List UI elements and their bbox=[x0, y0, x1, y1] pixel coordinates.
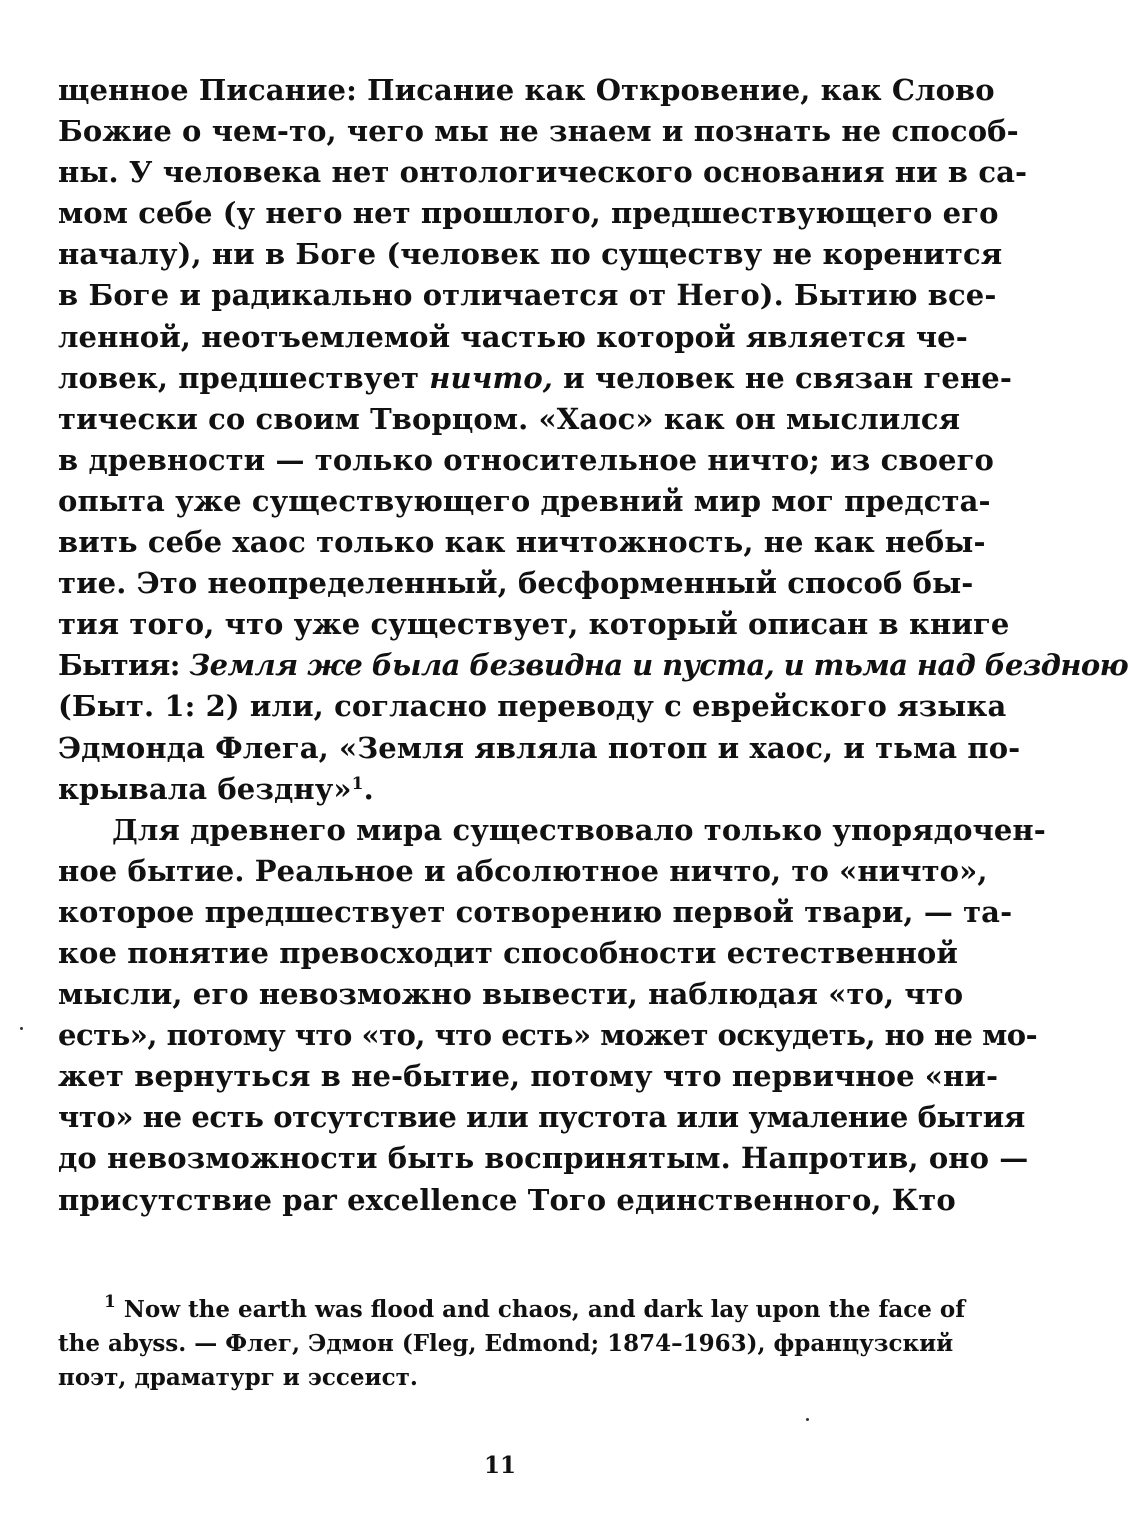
text-line: присутствие par excellence Того единственного, Кто bbox=[58, 1182, 956, 1217]
page-number: 11 bbox=[483, 1452, 516, 1479]
scan-speck bbox=[806, 1418, 809, 1421]
footnote-line: the abyss. — Флег, Эдмон (Fleg, Edmond; 1874–1963), французский bbox=[58, 1330, 954, 1357]
main-text bbox=[58, 70, 1128, 1221]
text-line bbox=[58, 645, 1128, 686]
footnote-text: Now the earth was flood and chaos, and dark lay upon the face of bbox=[123, 1296, 966, 1323]
text-line: что» не есть отсутствие или пустота или умаление бытия bbox=[58, 1100, 1025, 1135]
text-line: в Боге и радикально отличается от Него). Бытию все- bbox=[58, 278, 997, 313]
text-segment: крывала бездну» bbox=[58, 771, 352, 806]
text-line: жет вернуться в не-бытие, потому что первичное «ни- bbox=[58, 1059, 999, 1094]
footnote bbox=[58, 1292, 966, 1395]
text-line: мысли, его невозможно вывести, наблюдая «то, что bbox=[58, 977, 964, 1012]
text-line: щенное Писание: Писание как Откровение, как Слово bbox=[58, 73, 995, 107]
text-segment: и человек не связан гене- bbox=[552, 360, 1012, 395]
text-line: Эдмонда Флега, «Земля являла потоп и хаос, и тьма по- bbox=[58, 730, 1021, 765]
text-line: Божие о чем-то, чего мы не знаем и познать не способ- bbox=[58, 114, 1019, 149]
text-line: ное бытие. Реальное и абсолютное ничто, то «ничто», bbox=[58, 853, 988, 888]
text-line: ны. У человека нет онтологического основания ни в са- bbox=[58, 155, 1028, 190]
text-segment: . bbox=[363, 771, 374, 806]
text-line bbox=[58, 769, 948, 810]
text-line: тически со своим Творцом. «Хаос» как он мыслился bbox=[58, 401, 961, 436]
footnote-line: поэт, драматург и эссеист. bbox=[58, 1364, 418, 1391]
text-line: в древности — только относительное ничто; из своего bbox=[58, 442, 994, 477]
text-line bbox=[58, 358, 1012, 399]
text-line: (Быт. 1: 2) или, согласно переводу с еврейского языка bbox=[58, 689, 1007, 724]
italic-word: ничто, bbox=[429, 360, 553, 395]
text-line: кое понятие превосходит способности естественной bbox=[58, 935, 958, 970]
paragraph-first-line: Для древнего мира существовало только упорядочен- bbox=[112, 812, 1046, 847]
text-line: есть», потому что «то, что есть» может оскудеть, но не мо- bbox=[58, 1018, 1038, 1053]
text-segment: Бытия: bbox=[58, 648, 190, 683]
text-line: ленной, неотъемлемой частью которой является че- bbox=[58, 319, 968, 354]
text-line: мом себе (у него нет прошлого, предшествующего его bbox=[58, 196, 999, 231]
text-line: опыта уже существующего древний мир мог предста- bbox=[58, 483, 991, 518]
text-line: тие. Это неопределенный, бесформенный способ бы- bbox=[58, 566, 974, 601]
footnote-line bbox=[58, 1292, 966, 1327]
scan-speck bbox=[20, 1027, 23, 1030]
text-line: тия того, что уже существует, который описан в книге bbox=[58, 607, 1010, 642]
text-segment: ловек, предшествует bbox=[58, 360, 430, 395]
text-line: до невозможности быть воспринятым. Напротив, оно — bbox=[58, 1141, 1029, 1176]
text-line: началу), ни в Боге (человек по существу не коренится bbox=[58, 237, 1003, 272]
text-line: вить себе хаос только как ничтожность, не как небы- bbox=[58, 525, 986, 560]
footnote-number: 1 bbox=[104, 1292, 116, 1312]
footnote-reference[interactable]: 1 bbox=[351, 773, 364, 794]
scripture-quote: Земля же была безвидна и пуста, и тьма над бездною bbox=[189, 648, 1128, 683]
text-line: которое предшествует сотворению первой твари, — та- bbox=[58, 894, 1013, 929]
